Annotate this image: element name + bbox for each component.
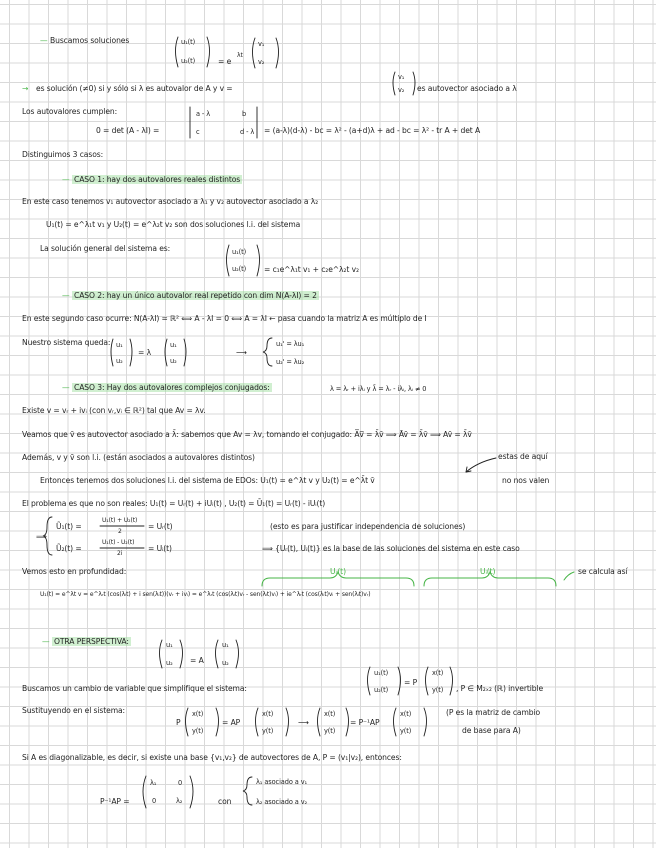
dash-marker: — (40, 36, 48, 45)
matrix-entry: b (242, 110, 247, 118)
iff-statement: es solución (≠0) si y sólo si λ es autovalor de A y v = (36, 84, 233, 93)
ode-equation: u₂' = λu₂ (276, 358, 305, 366)
vector-entry: u₂ (170, 357, 177, 365)
vector-entry: u₁(t) (232, 248, 247, 256)
implies-arrow: ⟹ (36, 532, 47, 541)
general-solution-label: La solución general del sistema es: (40, 244, 171, 253)
vector-entry: v₁ (398, 73, 405, 81)
bracket (346, 708, 349, 736)
case1-line2: U₁(t) = e^λ₁t v₁ y U₂(t) = e^λ₂t v₂ son dos soluciones l.i. del sistema (46, 220, 301, 229)
bracket (426, 667, 429, 695)
brace (263, 338, 272, 366)
bracket (184, 339, 186, 366)
equals-pinv-ap: = P⁻¹AP (350, 718, 380, 727)
side-note: se calcula así (578, 567, 628, 576)
sum-rhs: = Uᵣ(t) (148, 522, 173, 531)
bracket (130, 339, 132, 366)
matrix-entry: 0 (178, 779, 183, 787)
case3-title-tail: λ = λᵣ + iλᵢ y λ̄ = λᵣ - iλᵢ, λᵢ ≠ 0 (330, 385, 427, 393)
bracket (180, 640, 183, 668)
case3-exists: Existe v = vᵣ + ivᵢ (con vᵣ,vᵢ ∈ ℝ²) tal que Av = λv. (22, 406, 206, 415)
vector-entry: x(t) (324, 710, 336, 718)
vector-entry: u₂ (116, 357, 123, 365)
depth-label: Vemos esto en profundidad: (22, 567, 127, 576)
side-note: (P es la matriz de cambio (446, 708, 541, 717)
bracket (143, 776, 146, 808)
case3-then: Entonces tenemos dos soluciones l.i. del sistema de EDOs: U₁(t) = e^λt v y U₂(t) = e^λ̄t v̄ (40, 476, 375, 485)
sum-denominator: 2 (118, 528, 122, 535)
annotation-arrow (466, 458, 496, 472)
matrix-entry: λ₂ (176, 797, 183, 805)
bracket (190, 776, 193, 808)
matrix-entry: a - λ (196, 110, 211, 118)
vector-entry: x(t) (400, 710, 412, 718)
case-title (72, 175, 242, 185)
case1-line1: En este caso tenemos v₁ autovector asociado a λ₁ y v₂ autovector asociado a λ₂ (22, 197, 319, 206)
bracket (413, 72, 415, 95)
green-annotation-arrow (564, 572, 574, 580)
vector-entry: v₂ (258, 58, 265, 66)
case-title (72, 383, 272, 393)
bracket (253, 38, 256, 68)
lambda-factor: = λ (138, 348, 151, 357)
equals-ap: = AP (222, 718, 241, 727)
vector-entry: x(t) (262, 710, 274, 718)
dash-marker: — (62, 175, 70, 184)
bracket (165, 339, 167, 366)
case-title (72, 291, 319, 301)
bracket (216, 708, 219, 736)
ui-label: Uᵢ(t) (480, 567, 496, 576)
case-title-text: CASO 1: hay dos autovalores reales distintos (74, 175, 241, 184)
side-note: no nos valen (502, 476, 550, 485)
bracket (207, 37, 210, 67)
exponent: λt (237, 52, 243, 59)
bracket (318, 708, 321, 736)
matrix-entry: λ₁ (150, 779, 157, 787)
bracket (450, 667, 453, 695)
annotation-arrowhead (466, 467, 471, 472)
implies-arrow: ⟶ (236, 348, 247, 357)
vector-entry: u₁ (116, 341, 123, 349)
bracket (227, 245, 230, 276)
case3-also: Además, v y v̄ son l.i. (están asociados a autovalores distintos) (22, 453, 255, 462)
vector-entry: x(t) (432, 669, 444, 677)
vector-entry: y(t) (192, 727, 204, 735)
matrix-entry: c (196, 128, 200, 136)
case3-problem: El problema es que no son reales: U₁(t) = Uᵣ(t) + iUᵢ(t) , U₂(t) = Ū₁(t) = Uᵣ(t) - iUᵢ(t) (22, 499, 326, 508)
det-expansion: = (a-λ)(d-λ) - bc = λ² - (a+d)λ + ad - bc = λ² - tr A + det A (264, 126, 481, 135)
bracket (256, 708, 259, 736)
vector-entry: u₂(t) (181, 57, 196, 65)
section-heading: Buscamos soluciones (50, 36, 130, 45)
case2-line1: En este segundo caso ocurre: N(A-λI) = ℝ² ⟺ A - λI = 0 ⟺ A = λI ← pasa cuando la matriz A es múltiplo de I (22, 314, 427, 323)
bracket (424, 708, 427, 736)
eigenvalues-intro: Los autovalores cumplen: (22, 107, 118, 116)
vector-entry: x(t) (192, 710, 204, 718)
sum-lhs: Ũ₁(t) = (56, 522, 82, 531)
diff-lhs: Ũ₂(t) = (56, 544, 82, 553)
side-note: de base para A) (462, 726, 521, 735)
equals-a: = A (190, 656, 204, 665)
section-heading (52, 637, 131, 647)
equals-p: = P (404, 678, 418, 687)
bracket (186, 708, 189, 736)
bracket (398, 667, 401, 695)
bracket (257, 245, 260, 276)
case-title-text: CASO 3: Hay dos autovalores complejos conjugados: (74, 383, 270, 392)
substitution-label: Sustituyendo en el sistema: (22, 706, 126, 715)
det-prefix: 0 = det (A - λI) = (96, 126, 160, 135)
diff-rhs: = Uᵢ(t) (148, 544, 172, 553)
bracket (286, 708, 289, 736)
case2-system-label: Nuestro sistema queda: (22, 338, 111, 347)
vector-entry: v₁ (258, 40, 265, 48)
iff-statement-tail: es autovector asociado a λ (417, 84, 517, 93)
dash-marker: — (42, 637, 50, 646)
bracket (394, 708, 397, 736)
vector-entry: u₁(t) (181, 38, 196, 46)
vector-entry: u₂ (222, 659, 229, 667)
vector-entry: u₂(t) (374, 686, 389, 694)
general-solution-rhs: = c₁e^λ₁t v₁ + c₂e^λ₂t v₂ (264, 265, 359, 274)
diff-numerator: U₁(t) - U₂(t) (102, 539, 135, 546)
pinv-ap-label: P⁻¹AP = (100, 797, 130, 806)
diagonalizable-line: Si A es diagonalizable, es decir, si existe una base {v₁,v₂} de autovectores de A, P = (v₁|v₂), entonces: (22, 753, 402, 762)
vector-entry: y(t) (400, 727, 412, 735)
case3-conjugate: Veamos que v̄ es autovector asociado a λ̄: sabemos que Av = λv, tomando el conjugado: A̅v̅ = λ̄v̄ ⟹ Āv̄ = λ̄v̄ ⟹ Av̄ = λ̄v̄ (22, 430, 472, 439)
bracket (176, 37, 179, 67)
vector-entry: u₁ (170, 341, 177, 349)
ode-equation: u₁' = λu₁ (276, 340, 305, 348)
change-label: Buscamos un cambio de variable que simplifique el sistema: (22, 684, 247, 693)
dash-marker: — (62, 291, 70, 300)
section-heading-text: OTRA PERSPECTIVA: (54, 637, 129, 646)
vector-entry: y(t) (262, 727, 274, 735)
cases-intro: Distinguimos 3 casos: (22, 150, 104, 159)
equals-exp: = e (218, 57, 232, 66)
con-label: con (218, 797, 232, 806)
bracket (216, 640, 219, 668)
bracket (160, 640, 163, 668)
vector-entry: y(t) (432, 686, 444, 694)
bracket (368, 667, 371, 695)
justify-note: (esto es para justificar independencia de soluciones) (270, 522, 466, 531)
vector-entry: u₁ (166, 641, 173, 649)
implies-arrow: ⟶ (298, 718, 309, 727)
arrow-marker: → (22, 84, 29, 93)
ur-label: Uᵣ(t) (330, 567, 346, 576)
bracket (236, 640, 239, 668)
bracket (111, 339, 113, 366)
brace (243, 777, 252, 805)
side-note: estas de aquí (498, 452, 548, 461)
vector-entry: y(t) (324, 727, 336, 735)
p-factor: P (176, 718, 181, 727)
diff-denominator: 2i (117, 550, 123, 557)
association-line: λ₂ asociado a v₂ (256, 798, 308, 806)
association-line: λ₁ asociado a v₁ (256, 778, 308, 786)
matrix-entry: 0 (152, 797, 157, 805)
bracket (276, 38, 279, 68)
case-title-text: CASO 2: hay un único autovalor real repetido con dim N(A-λI) = 2 (74, 291, 317, 300)
vector-entry: v₂ (398, 86, 405, 94)
vector-entry: u₂ (166, 659, 173, 667)
base-statement: ⟹ {Uᵣ(t), Uᵢ(t)} es la base de las soluciones del sistema en este caso (262, 544, 520, 553)
vector-entry: u₁(t) (374, 669, 389, 677)
vector-entry: u₁ (222, 641, 229, 649)
dash-marker: — (62, 383, 70, 392)
matrix-entry: d - λ (240, 128, 255, 136)
vector-entry: u₂(t) (232, 265, 247, 273)
long-equation: U₁(t) = e^λt v = e^λᵣt (cos(λᵢt) + i sen(λᵢt))(vᵣ + ivᵢ) = e^λᵣt (cos(λᵢt)vᵣ - sen(λᵢt)vᵢ) + ie^λᵣt (cos(λᵢt)vᵢ + sen(λᵢt)vᵣ) (40, 591, 371, 598)
bracket (393, 72, 395, 95)
change-tail: , P ∈ M₂ₓ₂ (ℝ) invertible (456, 684, 544, 693)
sum-numerator: U₁(t) + U₂(t) (102, 517, 138, 524)
